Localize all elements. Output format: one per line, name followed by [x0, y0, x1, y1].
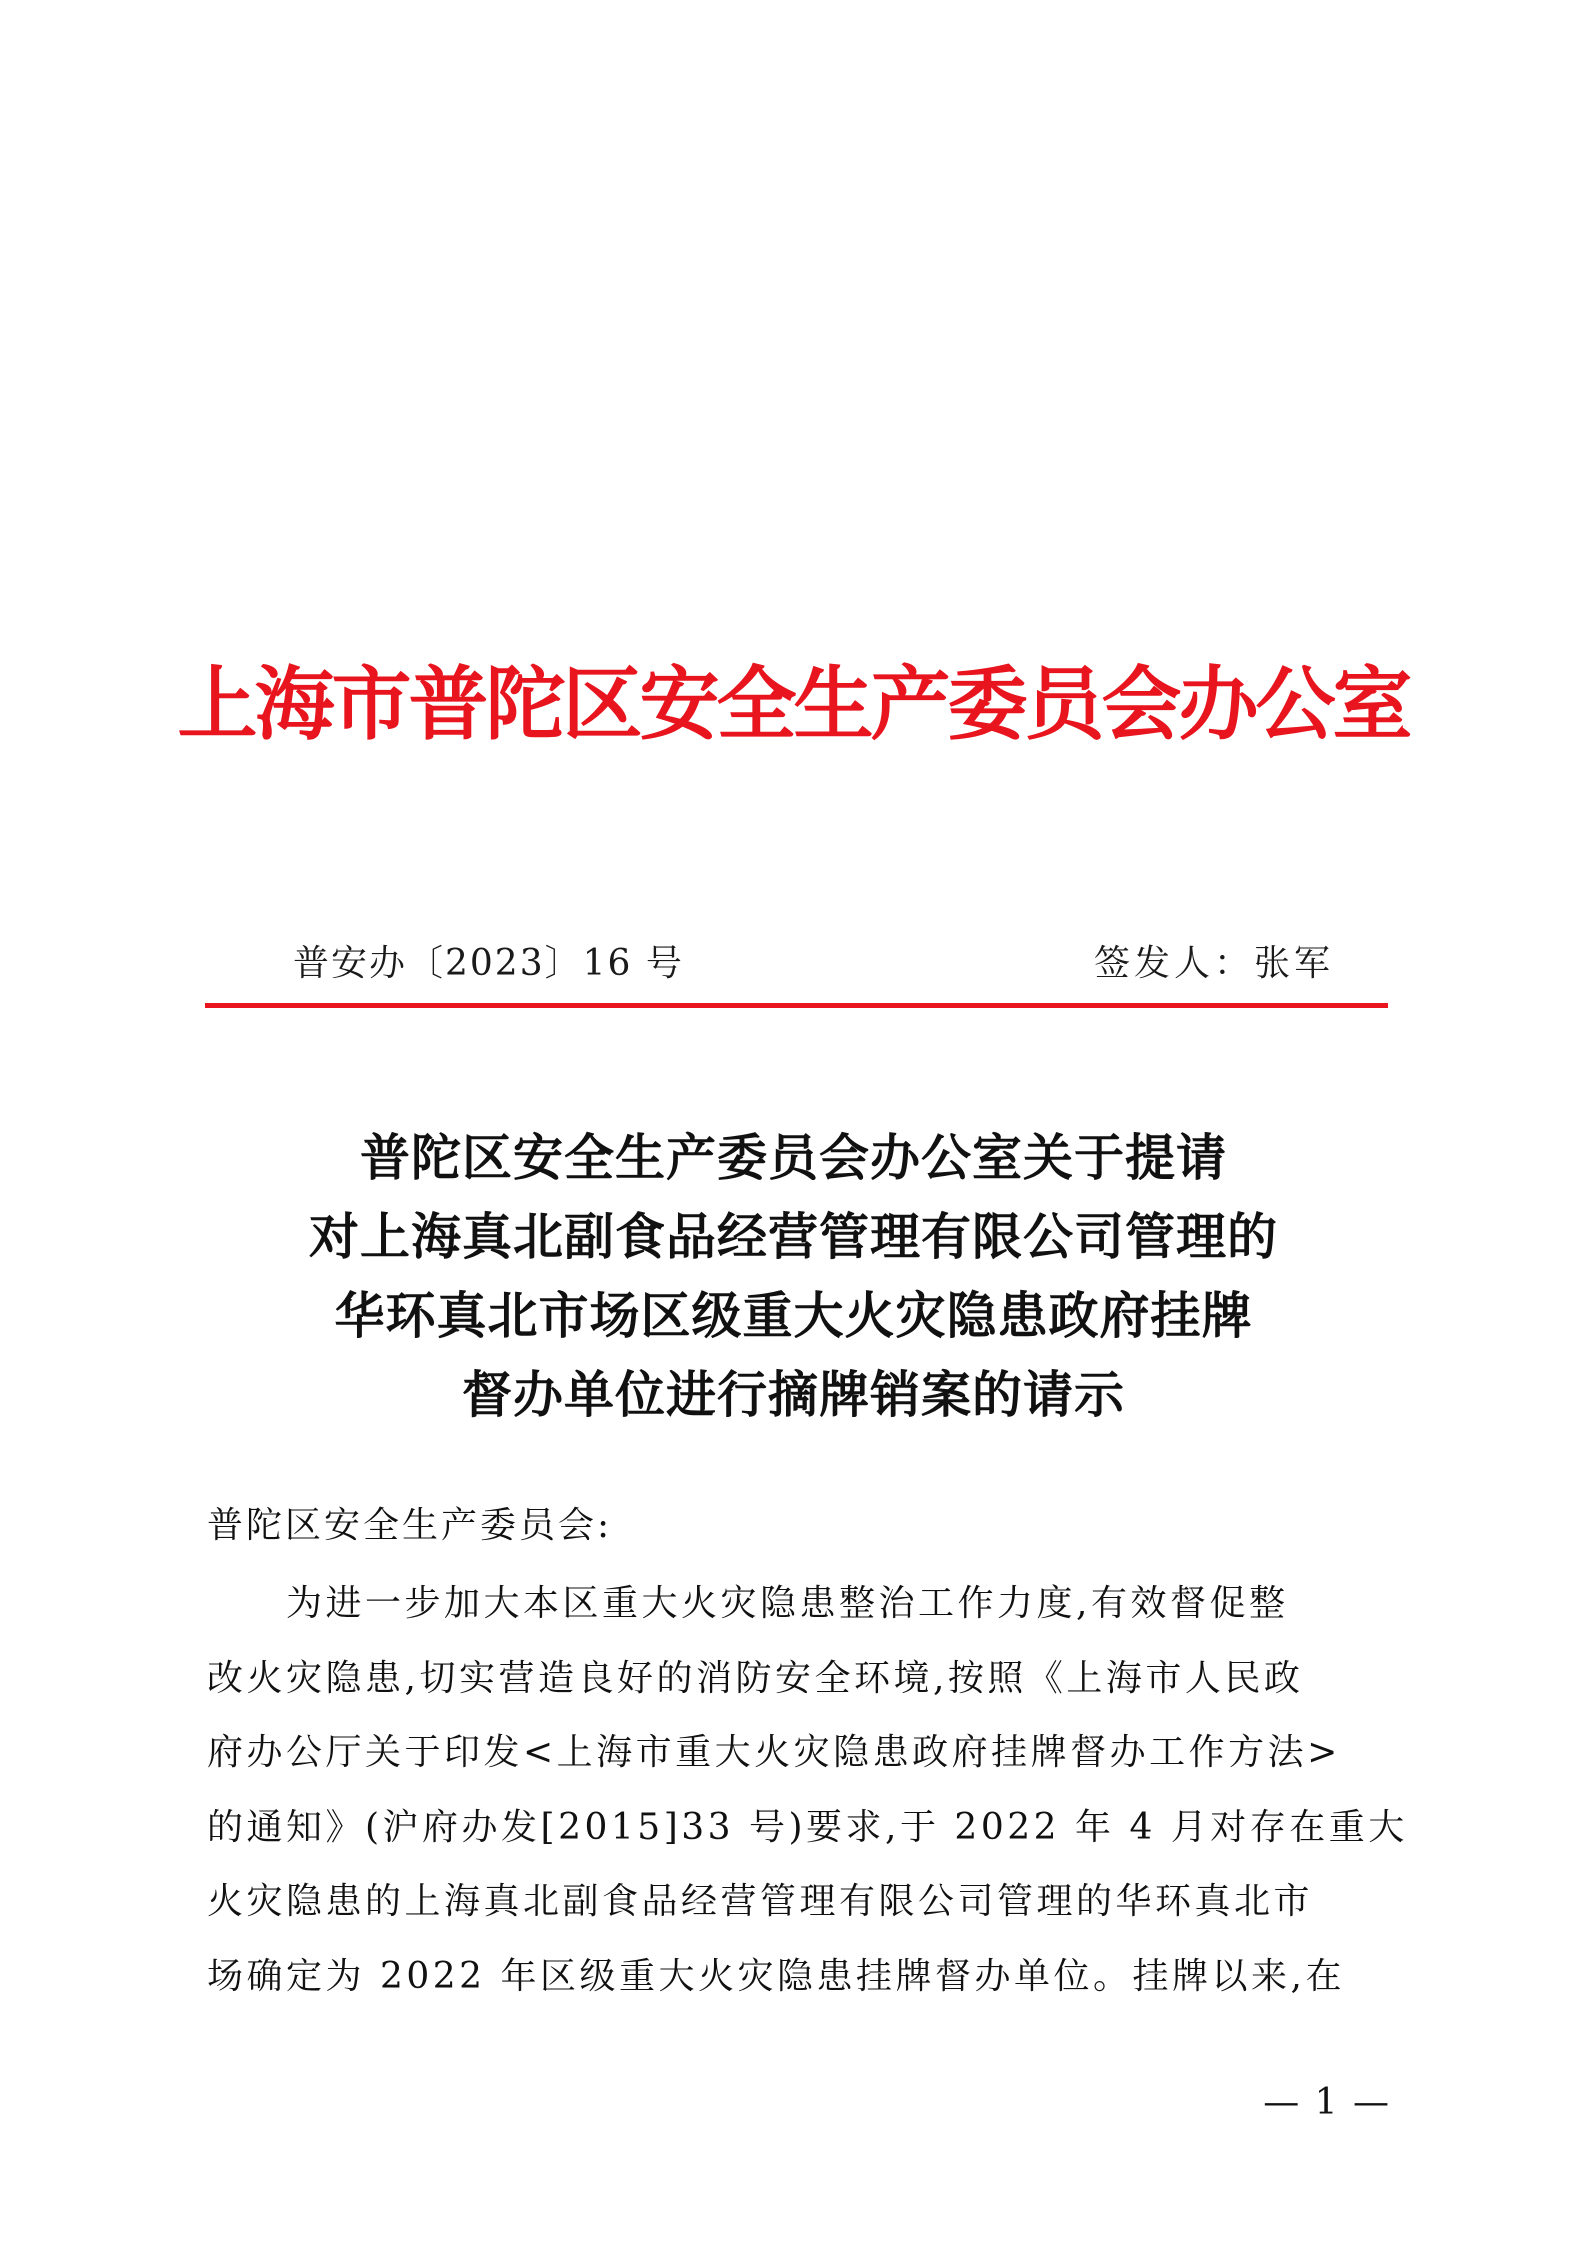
- body-line: 火灾隐患的上海真北副食品经营管理有限公司管理的华环真北市: [207, 1881, 1314, 1922]
- body-paragraph: [207, 1567, 1407, 2014]
- signer: 签发人：张军: [1093, 943, 1334, 984]
- title-line: 普陀区安全生产委员会办公室关于提请: [360, 1128, 1227, 1187]
- page-number: — 1 —: [1263, 2082, 1391, 2123]
- red-divider-line: [205, 1003, 1388, 1008]
- body-line: 场确定为 2022 年区级重大火灾隐患挂牌督办单位。挂牌以来,在: [207, 1955, 1345, 1997]
- title-line: 对上海真北副食品经营管理有限公司管理的: [309, 1207, 1278, 1266]
- body-line: 的通知》(沪府办发[2015]33 号)要求,于 2022 年 4 月对存在重大: [207, 1806, 1408, 1848]
- title-line: 督办单位进行摘牌销案的请示: [462, 1365, 1125, 1424]
- document-number: 普安办〔2023〕16 号: [293, 943, 684, 984]
- body-line: 为进一步加大本区重大火灾隐患整治工作力度,有效督促整: [207, 1583, 1289, 1624]
- title-line: 华环真北市场区级重大火灾隐患政府挂牌: [334, 1286, 1253, 1345]
- body-line: 府办公厅关于印发<上海市重大火灾隐患政府挂牌督办工作方法>: [207, 1732, 1341, 1773]
- salutation: 普陀区安全生产委员会:: [207, 1505, 613, 1546]
- document-title: [0, 1118, 1587, 1434]
- issuer-masthead: 上海市普陀区安全生产委员会办公室: [177, 657, 1410, 751]
- body-line: 改火灾隐患,切实营造良好的消防安全环境,按照《上海市人民政: [207, 1657, 1304, 1699]
